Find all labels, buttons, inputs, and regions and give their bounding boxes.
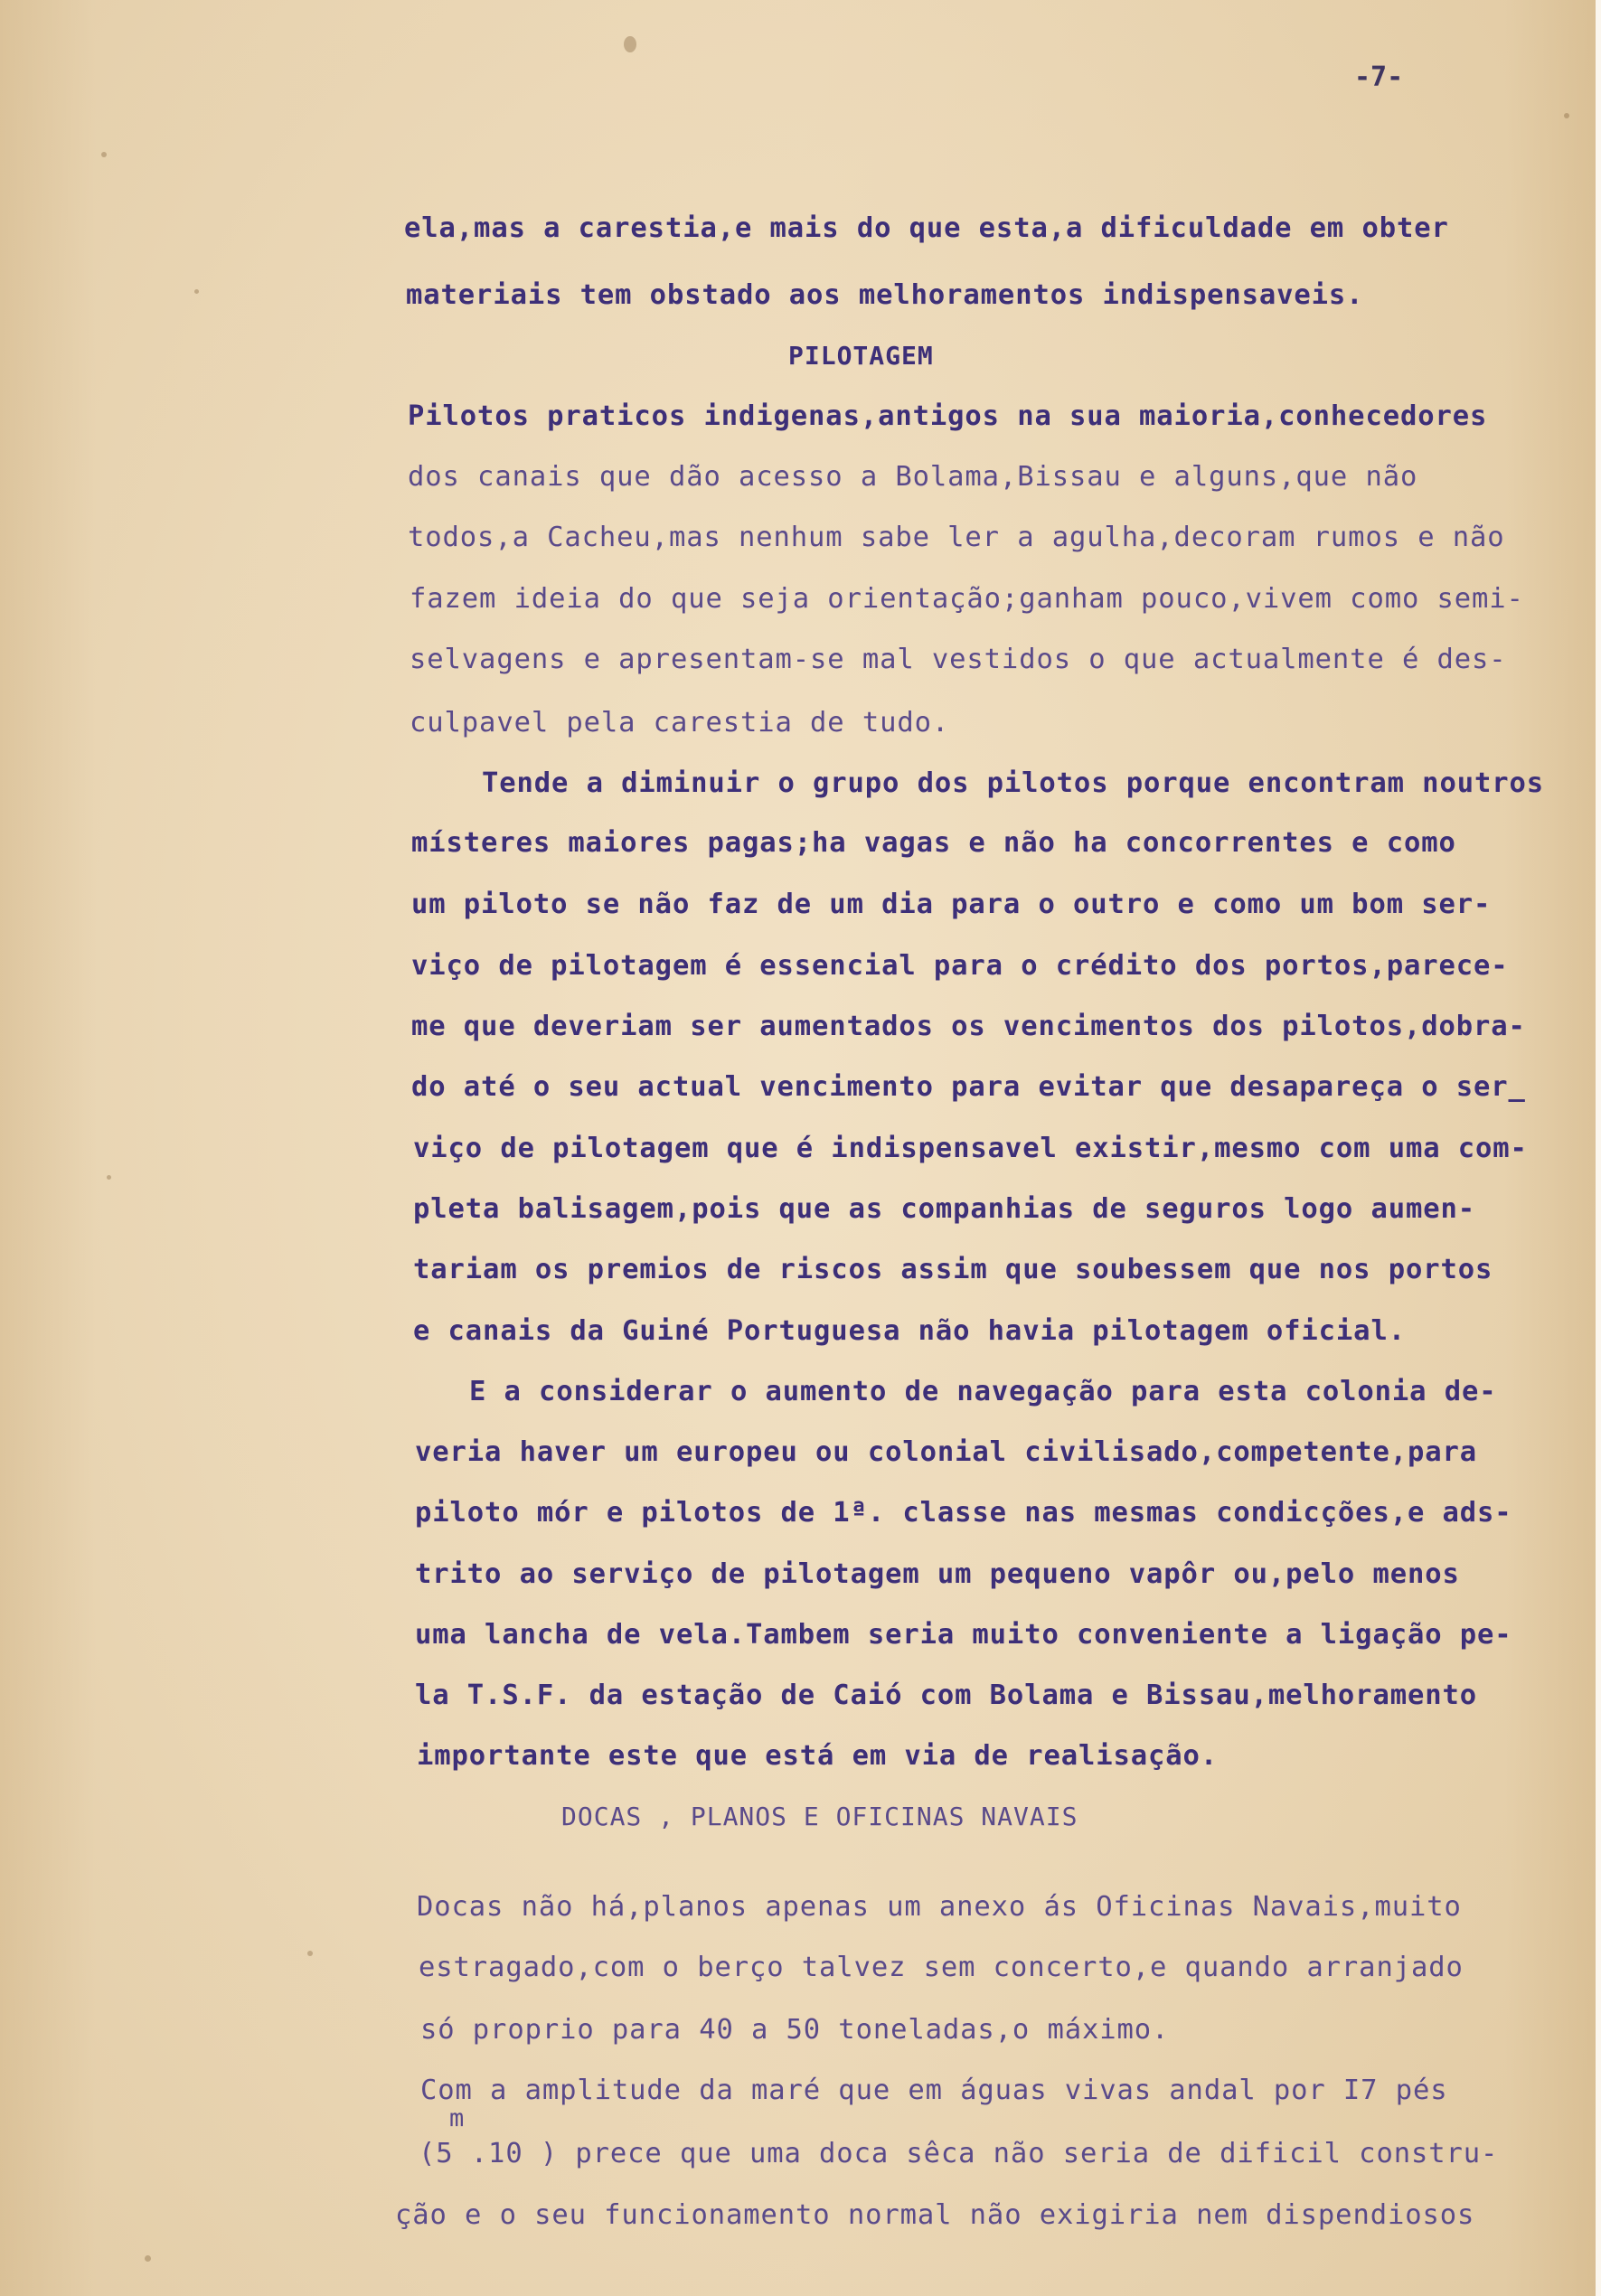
text-line: e canais da Guiné Portuguesa não havia pilotagem oficial. [413,1315,1406,1347]
text-line: (5 .10 ) prece que uma doca sêca não seria de dificil constru- [419,2138,1499,2169]
text-line: viço de pilotagem que é indispensavel existir,mesmo com uma com- [413,1133,1528,1164]
text-line: la T.S.F. da estação de Caió com Bolama e Bissau,melhoramento [415,1680,1478,1711]
paper-edge [1596,0,1601,2296]
section-heading-docas: DOCAS , PLANOS E OFICINAS NAVAIS [561,1802,1078,1831]
text-line: Docas não há,planos apenas um anexo ás Oficinas Navais,muito [417,1891,1462,1923]
text-line: E a considerar o aumento de navegação para esta colonia de- [469,1376,1497,1407]
stain-spot [1564,113,1569,118]
text-line: estragado,com o berço talvez sem concerto,e quando arranjado [419,1952,1464,1983]
text-line: culpavel pela carestia de tudo. [410,707,950,739]
text-line: Tende a diminuir o grupo dos pilotos porque encontram noutros [482,767,1545,799]
text-line: Pilotos praticos indigenas,antigos na sua maioria,conhecedores [408,400,1488,432]
text-line: Com a amplitude da maré que em águas vivas andal por I7 pés [420,2075,1448,2106]
text-line: materiais tem obstado aos melhoramentos indispensaveis. [406,279,1364,311]
text-line: uma lancha de vela.Tambem seria muito conveniente a ligação pe- [415,1619,1512,1651]
stain-spot [101,152,107,157]
text-line: tariam os premios de riscos assim que soubessem que nos portos [413,1254,1493,1285]
stain-spot [194,289,199,294]
stain-spot [145,2255,151,2262]
stain-spot [624,36,636,52]
text-line: veria haver um europeu ou colonial civilisado,competente,para [415,1436,1478,1468]
text-line: só proprio para 40 a 50 toneladas,o máximo. [420,2014,1170,2046]
stain-spot [107,1175,111,1180]
text-line: me que deveriam ser aumentados os vencimentos dos pilotos,dobra- [411,1011,1526,1042]
text-line: pleta balisagem,pois que as companhias de seguros logo aumen- [413,1193,1476,1225]
text-line: trito ao serviço de pilotagem um pequeno vapôr ou,pelo menos [415,1558,1460,1590]
stain-spot [307,1951,313,1956]
text-line: selvagens e apresentam-se mal vestidos o que actualmente é des- [410,644,1507,675]
text-line: importante este que está em via de realisação. [417,1740,1219,1772]
text-line: um piloto se não faz de um dia para o outro e como um bom ser- [411,889,1492,920]
text-line: místeres maiores pagas;ha vagas e não ha concorrentes e como [411,827,1456,859]
text-line: piloto mór e pilotos de 1ª. classe nas mesmas condicções,e ads- [415,1497,1512,1529]
text-line: fazem ideia do que seja orientação;ganham pouco,vivem como semi- [410,583,1524,615]
text-line: ção e o seu funcionamento normal não exigiria nem dispendiosos [395,2199,1475,2231]
text-line: ela,mas a carestia,e mais do que esta,a dificuldade em obter [404,212,1449,244]
text-line: viço de pilotagem é essencial para o crédito dos portos,parece- [411,950,1509,982]
page-number: -7- [1354,61,1404,93]
superscript-note: m [449,2104,466,2132]
text-line: todos,a Cacheu,mas nenhum sabe ler a agulha,decoram rumos e não [408,522,1505,553]
text-line: do até o seu actual vencimento para evitar que desapareça o ser_ [411,1071,1526,1103]
text-line: dos canais que dão acesso a Bolama,Bissau e alguns,que não [408,461,1418,493]
section-heading-pilotagem: PILOTAGEM [788,341,934,371]
